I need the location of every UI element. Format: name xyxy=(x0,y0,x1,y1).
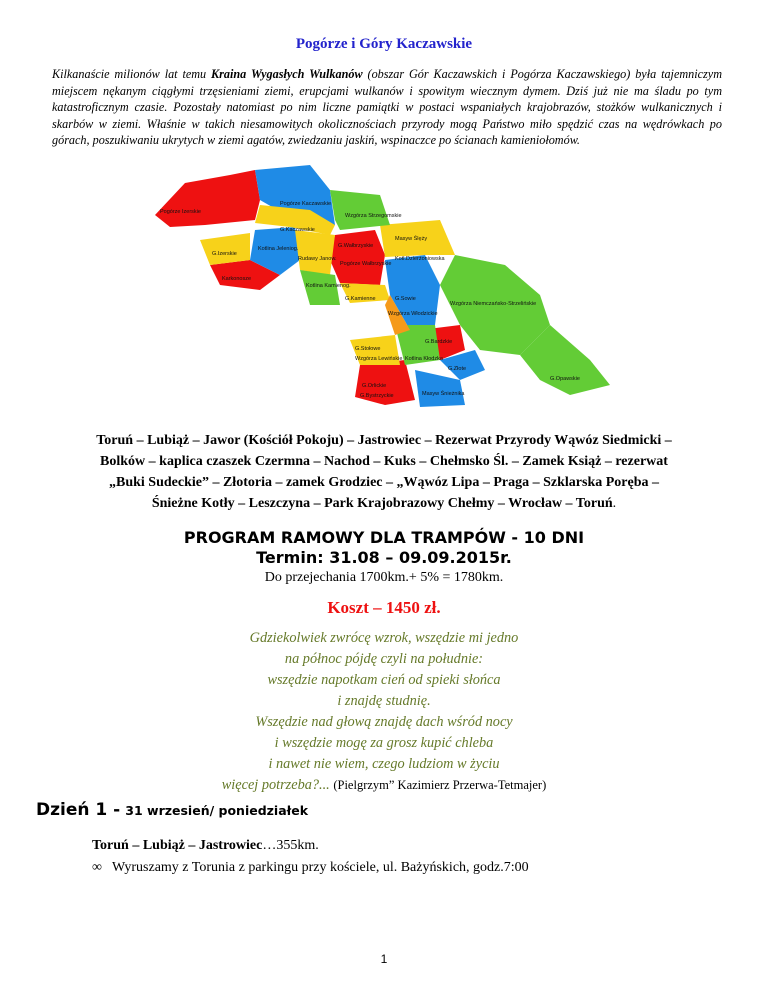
poem-line: i wszędzie mogę za grosz kupić chleba xyxy=(274,735,494,751)
map-label-g-walbrzyskie: G.Wałbrzyskie xyxy=(338,243,374,249)
poem-line: i znajdę studnię. xyxy=(337,693,431,709)
map-region-strzegomskie xyxy=(330,190,390,230)
poem-line: i nawet nie wiem, czego ludziom w życiu xyxy=(268,756,500,772)
map-label-g-bardzkie: G.Bardzkie xyxy=(425,339,453,345)
intro-paragraph xyxy=(52,66,722,149)
route-line-4-end: . xyxy=(612,496,617,511)
page-number: 1 xyxy=(380,952,388,966)
map-label-karkonosze: Karkonosze xyxy=(222,276,252,282)
route-line-4 xyxy=(40,493,728,514)
poem-line: Gdziekolwiek zwrócę wzrok, wszędzie mi jedno xyxy=(249,630,519,646)
program-cost: Koszt – 1450 zł. xyxy=(327,598,441,617)
day-1-heading xyxy=(36,800,308,820)
map-label-kotlina-klodzka: Kotlina Kłodzka xyxy=(405,356,443,362)
program-heading-block xyxy=(0,528,768,568)
poem-line: wszędzie napotkam cień od spieki słońca xyxy=(267,672,501,688)
map-label-rudawy: Rudawy Janow. xyxy=(298,256,337,262)
map-label-masyw-snieznika: Masyw Śnieżnika xyxy=(422,391,465,397)
map-label-wzgorza-wlodzickie: Wzgórza Włodzickie xyxy=(388,311,438,317)
day-1-bullet xyxy=(92,860,529,876)
program-heading: PROGRAM RAMOWY DLA TRAMPÓW - 10 DNI xyxy=(183,528,585,547)
page-title: Pogórze i Góry Kaczawskie xyxy=(295,36,473,52)
route-line-4-text: Śnieżne Kotły – Leszczyna – Park Krajobrazowy Chełmy – Wrocław – Toruń xyxy=(151,496,613,511)
poem-last-text: więcej potrzeba?... xyxy=(221,777,330,793)
poem xyxy=(0,628,768,796)
map-label-g-opawskie: G.Opawskie xyxy=(550,376,580,382)
map-region-walbrzyskie xyxy=(330,230,385,285)
program-termin: Termin: 31.08 – 09.09.2015r. xyxy=(256,548,512,567)
map-label-pogorze-izerskie: Pogórze Izerskie xyxy=(160,209,201,215)
route-line-1: Toruń – Lubiąż – Jawor (Kościół Pokoju) – Jastrowiec – Rezerwat Przyrody Wąwóz Siedmicki – xyxy=(96,433,672,448)
route-list xyxy=(40,430,728,514)
map-label-wzgorza-strzegomskie: Wzgórza Strzegomskie xyxy=(345,213,402,219)
poem-line: Wszędzie nad głową znajdę dach wśród nocy xyxy=(255,714,513,730)
day-1-route-rest: …355km. xyxy=(262,838,319,853)
map-label-pogorze-walbrzyskie: Pogórze Wałbrzyskie xyxy=(340,261,392,267)
map-region-rudawy xyxy=(295,230,335,275)
intro-bold: Kraina Wygasłych Wulkanów xyxy=(211,67,363,81)
map-label-pogorze-kaczawskie: Pogórze Kaczawskie xyxy=(280,201,332,207)
day-1-route-bold: Toruń – Lubiąż – Jastrowiec xyxy=(92,838,263,853)
region-map xyxy=(150,165,620,410)
day-1-label: Dzień 1 - xyxy=(36,800,121,820)
map-label-g-bystrzyckie: G.Bystrzyckie xyxy=(360,393,394,399)
map-label-kotl-dzierzoniowska: Kotl.Dzierżoniowska xyxy=(395,256,445,262)
map-label-g-izerskie: G.Izerskie xyxy=(212,251,237,257)
day-1-route xyxy=(92,838,319,854)
poem-last-line xyxy=(0,775,768,796)
poem-line: na północ pójdę czyli na południe: xyxy=(284,651,484,667)
program-distance: Do przejechania 1700km.+ 5% = 1780km. xyxy=(264,570,504,585)
map-label-g-zlote: G.Złote xyxy=(448,366,467,372)
map-region-pogorze-izerskie xyxy=(155,170,260,227)
map-label-g-sowie: G.Sowie xyxy=(395,296,416,302)
day-1-bullet-text: Wyruszamy z Torunia z parkingu przy kościele, ul. Bażyńskich, godz.7:00 xyxy=(112,860,529,875)
route-line-3: „Buki Sudeckie” – Złotoria – zamek Grodziec – „Wąwóz Lipa – Praga – Szklarska Poręba – xyxy=(108,475,659,490)
map-label-wzgorza-lewinskie: Wzgórza Lewińskie xyxy=(355,356,403,362)
map-label-g-orlickie: G.Orlickie xyxy=(362,383,387,389)
route-line-2: Bolków – kaplica czaszek Czermna – Nachod – Kuks – Chełmsko Śl. – Zamek Książ – rezerwat xyxy=(100,454,668,469)
day-1-date: 31 wrzesień/ poniedziałek xyxy=(125,803,309,818)
map-label-g-kaczawskie: G.Kaczawskie xyxy=(280,227,315,233)
map-label-g-stolowe: G.Stołowe xyxy=(355,346,381,352)
map-region-izerskie xyxy=(200,233,250,265)
infinity-bullet-icon: ∞ xyxy=(92,860,102,875)
map-label-wzgorza-niemczansko: Wzgórza Niemczańsko-Strzelińskie xyxy=(450,301,537,307)
poem-attribution: (Pielgrzym” Kazimierz Przerwa-Tetmajer) xyxy=(333,778,547,792)
map-label-g-kamienne: G.Kamienne xyxy=(345,296,376,302)
intro-before: Kilkanaście milionów lat temu xyxy=(52,67,212,81)
intro-after: (obszar Gór Kaczawskich i Pogórza Kaczawskiego) była tajemniczym miejscem nękanym ciągłymi trzęsieniami ziemi, erupcjami wulkanów i spowitym wiecznym dymem. Dziś już nie ma śladu po tym katastroficznym czasie. Pozostały natomiast po nim liczne pamiątki w postaci wspaniałych krajobrazów, stożków wulkanicznych i skarbów w ziemi. Właśnie w takich niesamowitych okolicznościach przyrody mogą Państwo miło spędzić czas na wędrówkach po górach, poszukiwaniu ukrytych w ziemi agatów, zwiedzaniu jaskiń, wspinaczce po ścianach kamieniołomów. xyxy=(52,67,722,147)
map-label-kotlina-kamieniog: Kotlina Kamienog. xyxy=(306,283,351,289)
map-label-masyw-slezy: Masyw Ślęży xyxy=(395,236,428,242)
map-label-kotlina-jelenio: Kotlina Jeleniog. xyxy=(258,246,299,252)
